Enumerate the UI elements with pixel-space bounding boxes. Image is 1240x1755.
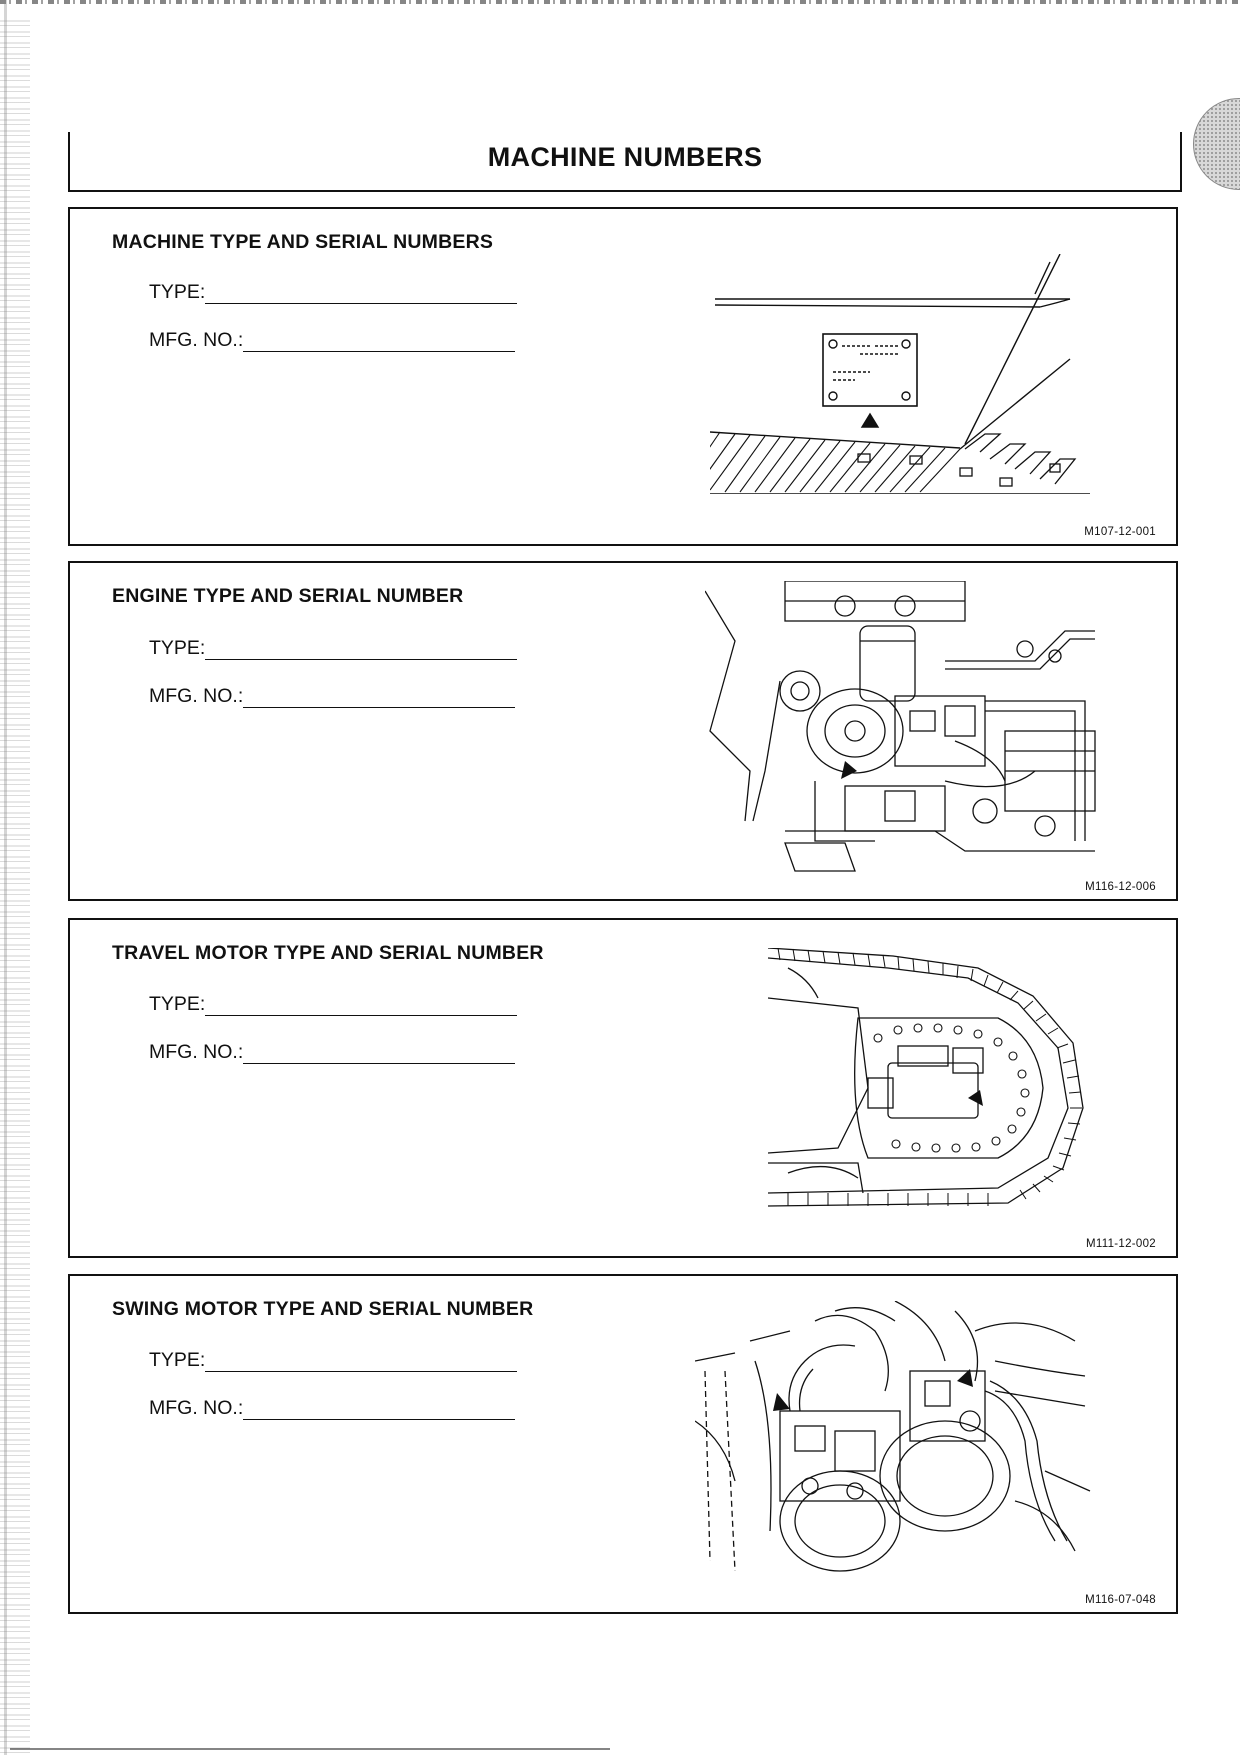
machine-nameplate-illustration: [710, 254, 1090, 494]
machine-section: [68, 207, 1178, 546]
type-label: TYPE:: [149, 993, 206, 1015]
section-title: MACHINE TYPE AND SERIAL NUMBERS: [112, 231, 494, 253]
mfg-no-label: MFG. NO.:: [149, 1397, 244, 1419]
page-title: MACHINE NUMBERS: [487, 142, 763, 172]
travel-motor-section: [68, 918, 1178, 1258]
mfg-no-label: MFG. NO.:: [149, 685, 244, 707]
mfg-no-entry-line[interactable]: [243, 687, 515, 708]
type-field[interactable]: [149, 993, 517, 1016]
type-label: TYPE:: [149, 281, 206, 303]
scan-edge-top: [0, 0, 1240, 4]
mfg-no-field[interactable]: [149, 329, 515, 352]
figure-code: M116-07-048: [1085, 1594, 1156, 1606]
figure-code: M116-12-006: [1085, 881, 1156, 893]
section-title: SWING MOTOR TYPE AND SERIAL NUMBER: [112, 1298, 534, 1320]
mfg-no-label: MFG. NO.:: [149, 329, 244, 351]
mfg-no-entry-line[interactable]: [243, 1043, 515, 1064]
type-label: TYPE:: [149, 637, 206, 659]
type-entry-line[interactable]: [205, 995, 517, 1016]
type-entry-line[interactable]: [205, 283, 517, 304]
mfg-no-field[interactable]: [149, 1397, 515, 1420]
mfg-no-entry-line[interactable]: [243, 331, 515, 352]
page-tab-marker: [1193, 98, 1240, 190]
figure-code: M111-12-002: [1086, 1238, 1156, 1250]
figure-code: M107-12-001: [1084, 526, 1156, 538]
type-label: TYPE:: [149, 1349, 206, 1371]
scan-edge-bottom: [10, 1748, 610, 1750]
type-field[interactable]: [149, 1349, 517, 1372]
engine-illustration: [705, 581, 1105, 881]
type-field[interactable]: [149, 281, 517, 304]
engine-section: [68, 561, 1178, 901]
mfg-no-entry-line[interactable]: [243, 1399, 515, 1420]
scan-binding-line: [4, 0, 7, 1755]
mfg-no-label: MFG. NO.:: [149, 1041, 244, 1063]
mfg-no-field[interactable]: [149, 685, 515, 708]
mfg-no-field[interactable]: [149, 1041, 515, 1064]
type-entry-line[interactable]: [205, 1351, 517, 1372]
travel-motor-illustration: [768, 948, 1098, 1208]
section-title: ENGINE TYPE AND SERIAL NUMBER: [112, 585, 464, 607]
section-title: TRAVEL MOTOR TYPE AND SERIAL NUMBER: [112, 942, 544, 964]
swing-motor-section: [68, 1274, 1178, 1614]
title-box: [68, 132, 1182, 192]
type-entry-line[interactable]: [205, 639, 517, 660]
swing-motor-illustration: [695, 1301, 1095, 1586]
type-field[interactable]: [149, 637, 517, 660]
